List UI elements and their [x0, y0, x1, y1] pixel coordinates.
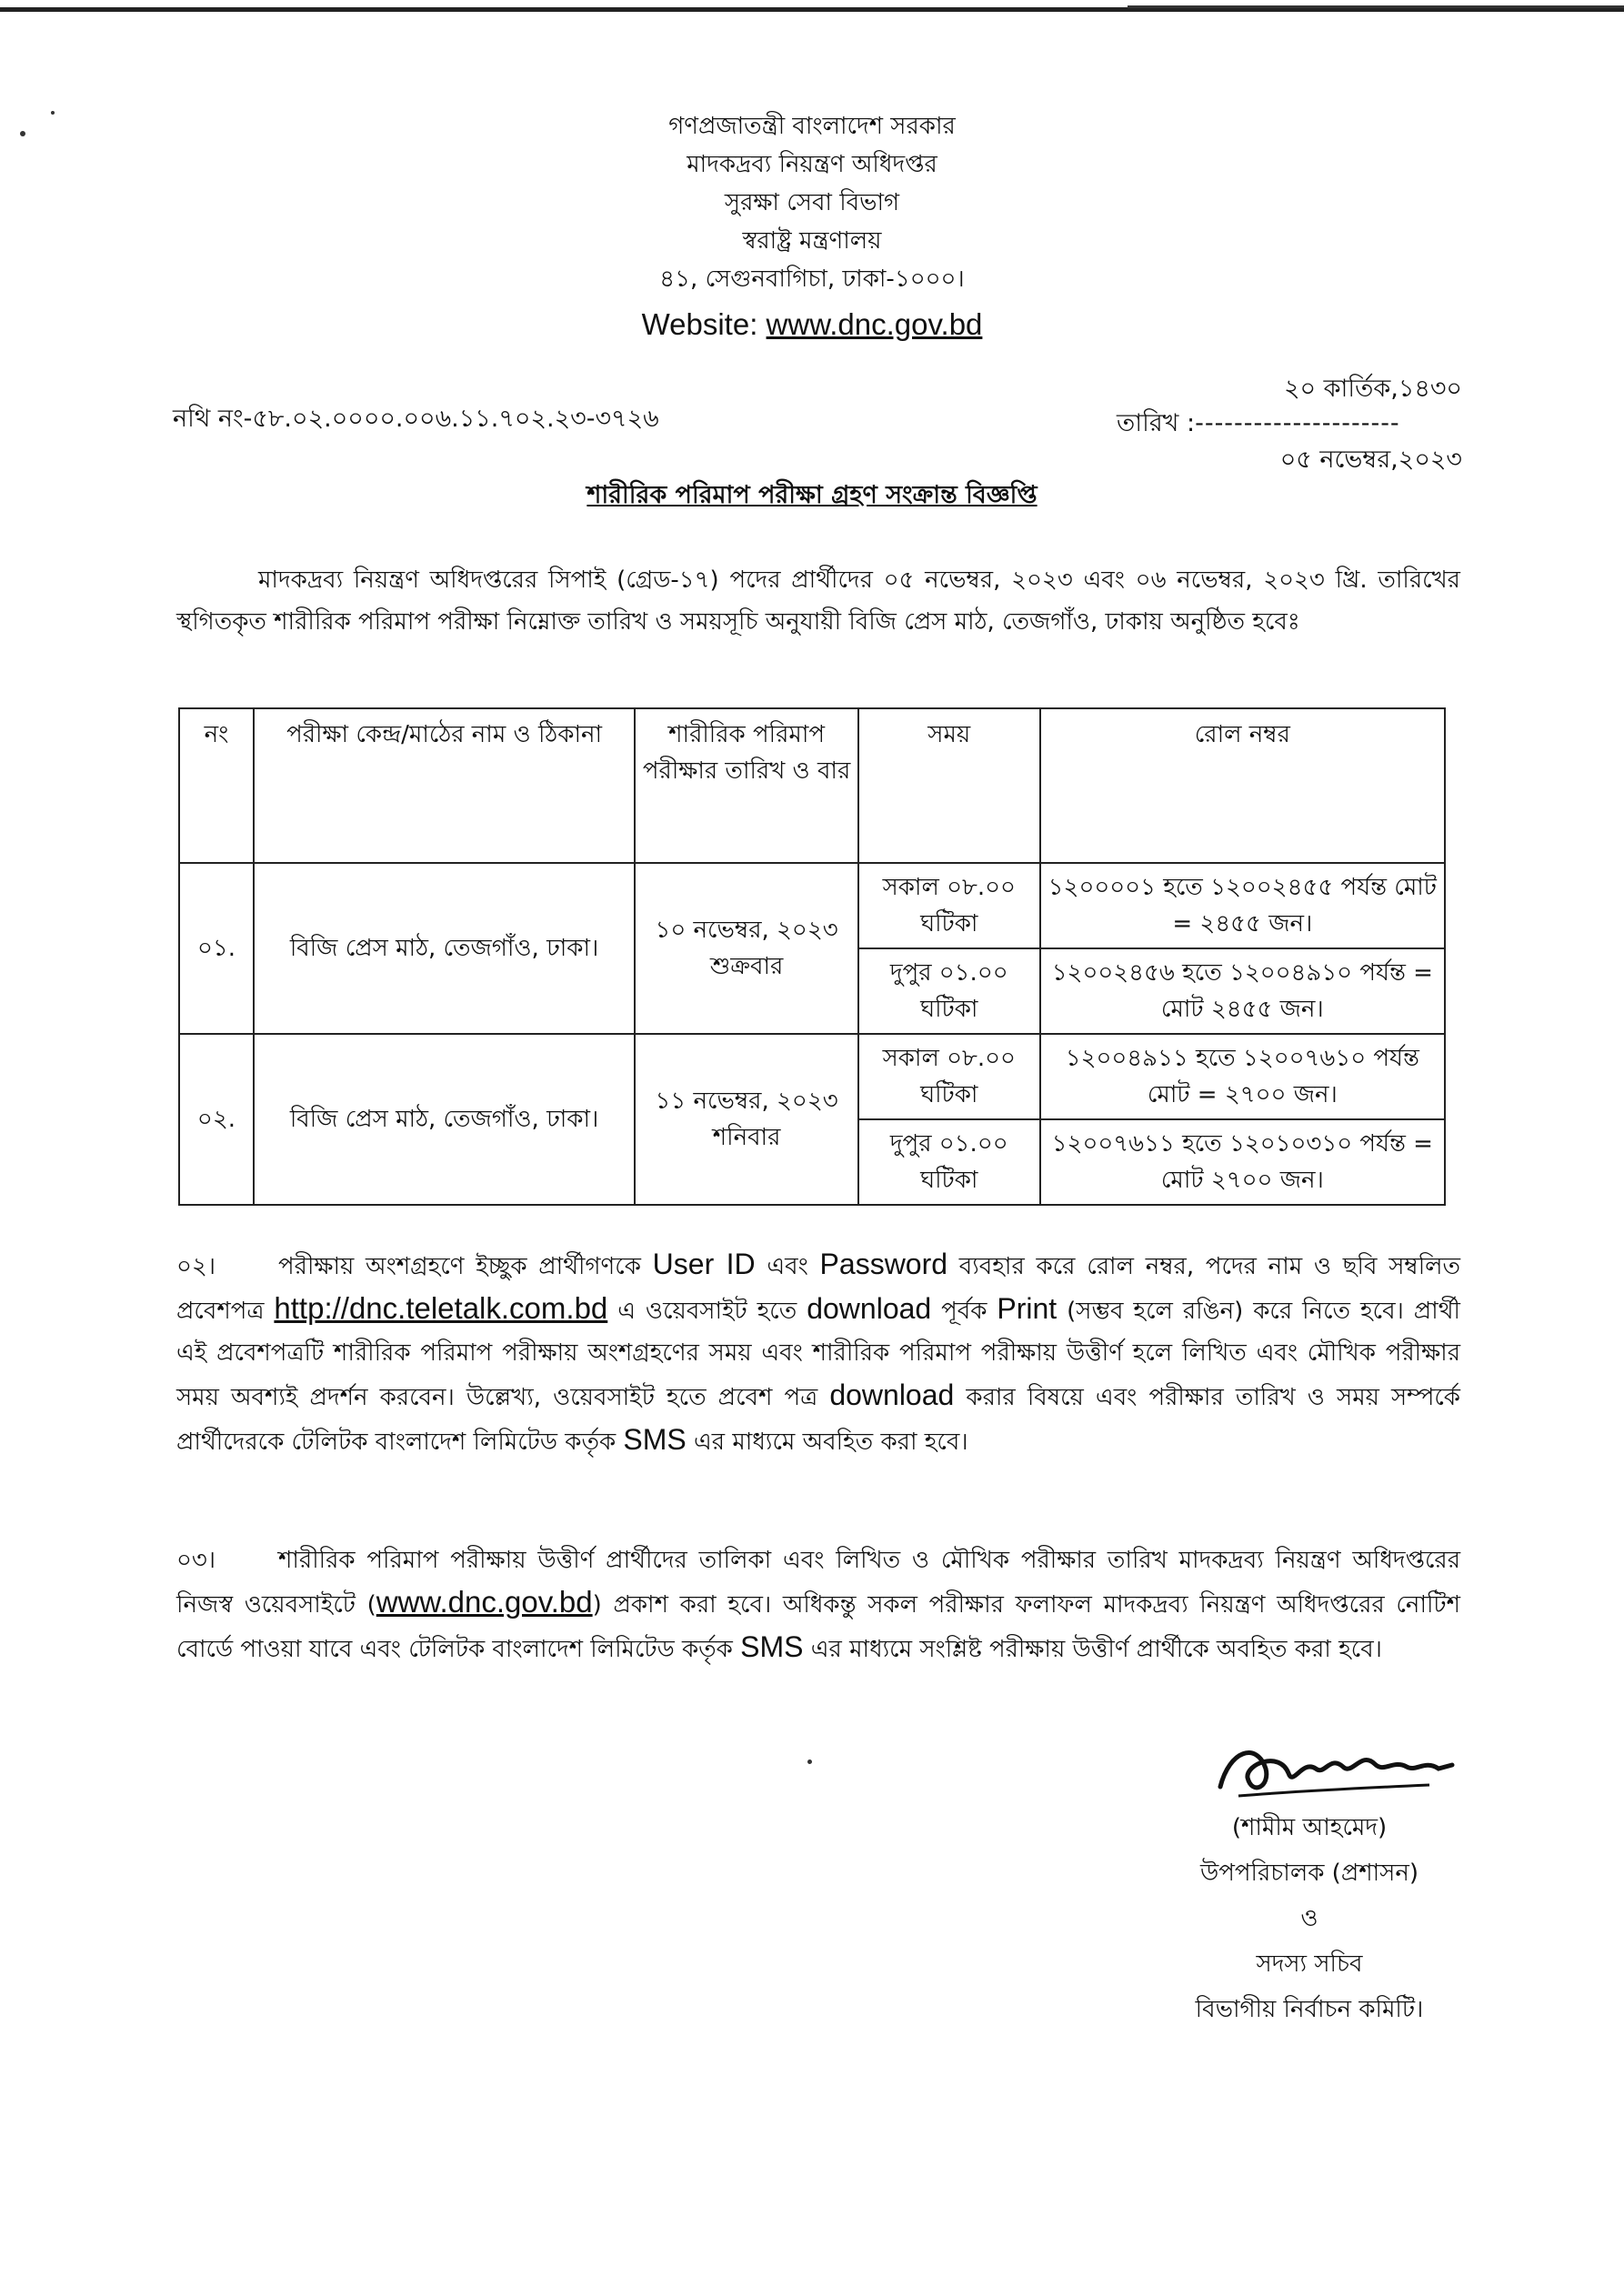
password-term: Password — [819, 1248, 948, 1280]
date-dots: --------------------- — [1195, 409, 1400, 437]
row-slot-roll: ১২০০৪৯১১ হতে ১২০০৭৬১০ পর্যন্ত মোট = ২৭০০ জন। — [1040, 1034, 1445, 1119]
text-segment: করার বিষয়ে এবং পরীক্ষার তারিখ ও সময় সম্পর্কে প্রার্থীদেরকে টেলিটক বাংলাদেশ লিমিটেড কর্তৃক — [176, 1384, 1460, 1456]
signatory-role: সদস্য সচিব — [1256, 1950, 1363, 1978]
row-venue: বিজি প্রেস মাঠ, তেজগাঁও, ঢাকা। — [254, 863, 635, 1034]
text-segment: এর মাধ্যমে অবহিত করা হবে। — [694, 1429, 968, 1456]
col-header-no: নং — [179, 708, 254, 863]
website-label: Website: — [641, 307, 758, 341]
schedule-table — [178, 707, 1446, 1206]
intro-paragraph: মাদকদ্রব্য নিয়ন্ত্রণ অধিদপ্তরের সিপাই (গ্রেড-১৭) পদের প্রার্থীদের ০৫ নভেম্বর, ২০২৩ এবং ০৬ নভেম্বর, ২০২৩ খ্রি. তারিখের স্থগিতকৃত শারীরিক পরিমাপ পরীক্ষা নিম্নোক্ত তারিখ ও সময়সূচি অনুযায়ী বিজি প্রেস মাঠ, তেজগাঁও, ঢাকায় অনুষ্ঠিত হবেঃ — [176, 566, 1460, 636]
scan-top-edge-thick — [1128, 5, 1624, 8]
date-english: ০৫ নভেম্বর,২০২৩ — [1279, 446, 1462, 474]
row-slot-time: দুপুর ০১.০০ ঘটিকা — [858, 948, 1040, 1034]
col-header-roll: রোল নম্বর — [1040, 708, 1445, 863]
date-bangla: ২০ কার্তিক,১৪৩০ — [1283, 375, 1462, 403]
department-name: মাদকদ্রব্য নিয়ন্ত্রণ অধিদপ্তর — [687, 151, 937, 178]
user-id-term: User ID — [652, 1248, 756, 1280]
text-segment: ব্যবহার করে রোল নম্বর, পদের নাম ও ছবি সম্বলিত প্রবেশপত্র — [176, 1253, 1461, 1325]
text-segment: এবং — [767, 1253, 808, 1280]
row-slot-time: সকাল ০৮.০০ ঘটিকা — [858, 1034, 1040, 1119]
subject-line — [0, 476, 1624, 517]
col-header-venue: পরীক্ষা কেন্দ্র/মাঠের নাম ও ঠিকানা — [254, 708, 635, 863]
signatory-name: (শামীম আহমেদ) — [1231, 1814, 1388, 1841]
sms-term: SMS — [740, 1630, 804, 1663]
row-no: ০১. — [179, 863, 254, 1034]
text-segment: (সম্ভব হলে রঙিন) করে নিতে হবে। প্রার্থী এই প্রবেশপত্রটি শারীরিক পরিমাপ পরীক্ষায় অংশগ্রহণের সময় এবং শারীরিক পরিমাপ পরীক্ষায় উত্তীর্ণ হলে লিখিত এবং মৌখিক পরীক্ষার সময় অবশ্যই প্রদর্শন করবেন। উল্লেখ্য, ওয়েবসাইট হতে প্রবেশ পত্র — [176, 1298, 1460, 1411]
sms-term: SMS — [623, 1423, 687, 1456]
row-date: ১০ নভেম্বর, ২০২৩ শুক্রবার — [635, 863, 858, 1034]
row-slot-roll: ১২০০২৪৫৬ হতে ১২০০৪৯১০ পর্যন্ত = মোট ২৪৫৫ জন। — [1040, 948, 1445, 1034]
row-slot-time: সকাল ০৮.০০ ঘটিকা — [858, 863, 1040, 948]
signature-block — [1118, 1805, 1500, 2032]
memo-number: নথি নং-৫৮.০২.০০০০.০০৬.১১.৭০২.২৩-৩৭২৬ — [173, 405, 659, 433]
ministry-name: স্বরাষ্ট্র মন্ত্রণালয় — [742, 227, 882, 255]
row-date: ১১ নভেম্বর, ২০২৩ শনিবার — [635, 1034, 858, 1205]
teletalk-link[interactable]: http://dnc.teletalk.com.bd — [274, 1291, 608, 1325]
website-link[interactable]: www.dnc.gov.bd — [766, 307, 983, 341]
row-venue: বিজি প্রেস মাঠ, তেজগাঁও, ঢাকা। — [254, 1034, 635, 1205]
text-segment: পূর্বক — [941, 1298, 987, 1325]
text-segment: পরীক্ষায় অংশগ্রহণে ইচ্ছুক প্রার্থীগণকে — [278, 1253, 641, 1280]
signatory-and: ও — [1300, 1905, 1318, 1932]
row-slot-time: দুপুর ০১.০০ ঘটিকা — [858, 1119, 1040, 1205]
office-address: ৪১, সেগুনবাগিচা, ঢাকা-১০০০। — [659, 266, 965, 293]
signatory-designation: উপপরিচালক (প্রশাসন) — [1199, 1860, 1418, 1887]
table-row — [179, 1034, 1445, 1119]
result-paragraph — [176, 1539, 1460, 1670]
row-no: ০২. — [179, 1034, 254, 1205]
download-term: download — [807, 1292, 932, 1325]
col-header-time: সময় — [858, 708, 1040, 863]
scan-speck — [807, 1760, 812, 1764]
table-header-row — [179, 708, 1445, 863]
govt-name: গণপ্রজাতন্ত্রী বাংলাদেশ সরকার — [668, 113, 956, 140]
division-name: সুরক্ষা সেবা বিভাগ — [724, 189, 900, 216]
paragraph-number: ০৩। — [176, 1547, 216, 1574]
letterhead — [0, 107, 1624, 347]
row-slot-roll: ১২০০৭৬১১ হতে ১২০১০৩১০ পর্যন্ত = মোট ২৭০০ জন। — [1040, 1119, 1445, 1205]
signatory-committee: বিভাগীয় নির্বাচন কমিটি। — [1195, 1996, 1424, 2023]
text-segment: ) প্রকাশ করা হবে। অধিকন্তু সকল পরীক্ষার ফলাফল মাদকদ্রব্য নিয়ন্ত্রণ অধিদপ্তরের নোটিশ বোর্ডে পাওয়া যাবে এবং টেলিটক বাংলাদেশ লিমিটেড কর্তৃক — [176, 1591, 1460, 1663]
print-term: Print — [997, 1292, 1058, 1325]
date-block — [1117, 371, 1462, 480]
dnc-website-link[interactable]: www.dnc.gov.bd — [376, 1585, 593, 1619]
handwritten-signature — [1202, 1732, 1475, 1810]
download-term: download — [829, 1379, 955, 1411]
row-slot-roll: ১২০০০০১ হতে ১২০০২৪৫৫ পর্যন্ত মোট = ২৪৫৫ জন। — [1040, 863, 1445, 948]
date-label-line — [1117, 407, 1462, 440]
date-label: তারিখ : — [1117, 409, 1196, 437]
paragraph-number: ০২। — [176, 1253, 216, 1280]
website-line — [0, 302, 1624, 347]
instruction-paragraph — [176, 1243, 1460, 1463]
text-segment: শারীরিক পরিমাপ পরীক্ষায় উত্তীর্ণ প্রার্থীদের তালিকা এবং লিখিত ও মৌখিক পরীক্ষার তারিখ মাদকদ্রব্য নিয়ন্ত্রণ অধিদপ্তরের নিজস্ব ওয়েবসাইটে ( — [176, 1547, 1460, 1619]
subject-title: শারীরিক পরিমাপ পরীক্ষা গ্রহণ সংক্রান্ত বিজ্ঞপ্তি — [586, 481, 1038, 509]
table-row — [179, 863, 1445, 948]
col-header-date: শারীরিক পরিমাপ পরীক্ষার তারিখ ও বার — [635, 708, 858, 863]
text-segment: এর মাধ্যমে সংশ্লিষ্ট পরীক্ষায় উত্তীর্ণ প্রার্থীকে অবহিত করা হবে। — [810, 1636, 1382, 1663]
text-segment: এ ওয়েবসাইট হতে — [617, 1298, 797, 1325]
